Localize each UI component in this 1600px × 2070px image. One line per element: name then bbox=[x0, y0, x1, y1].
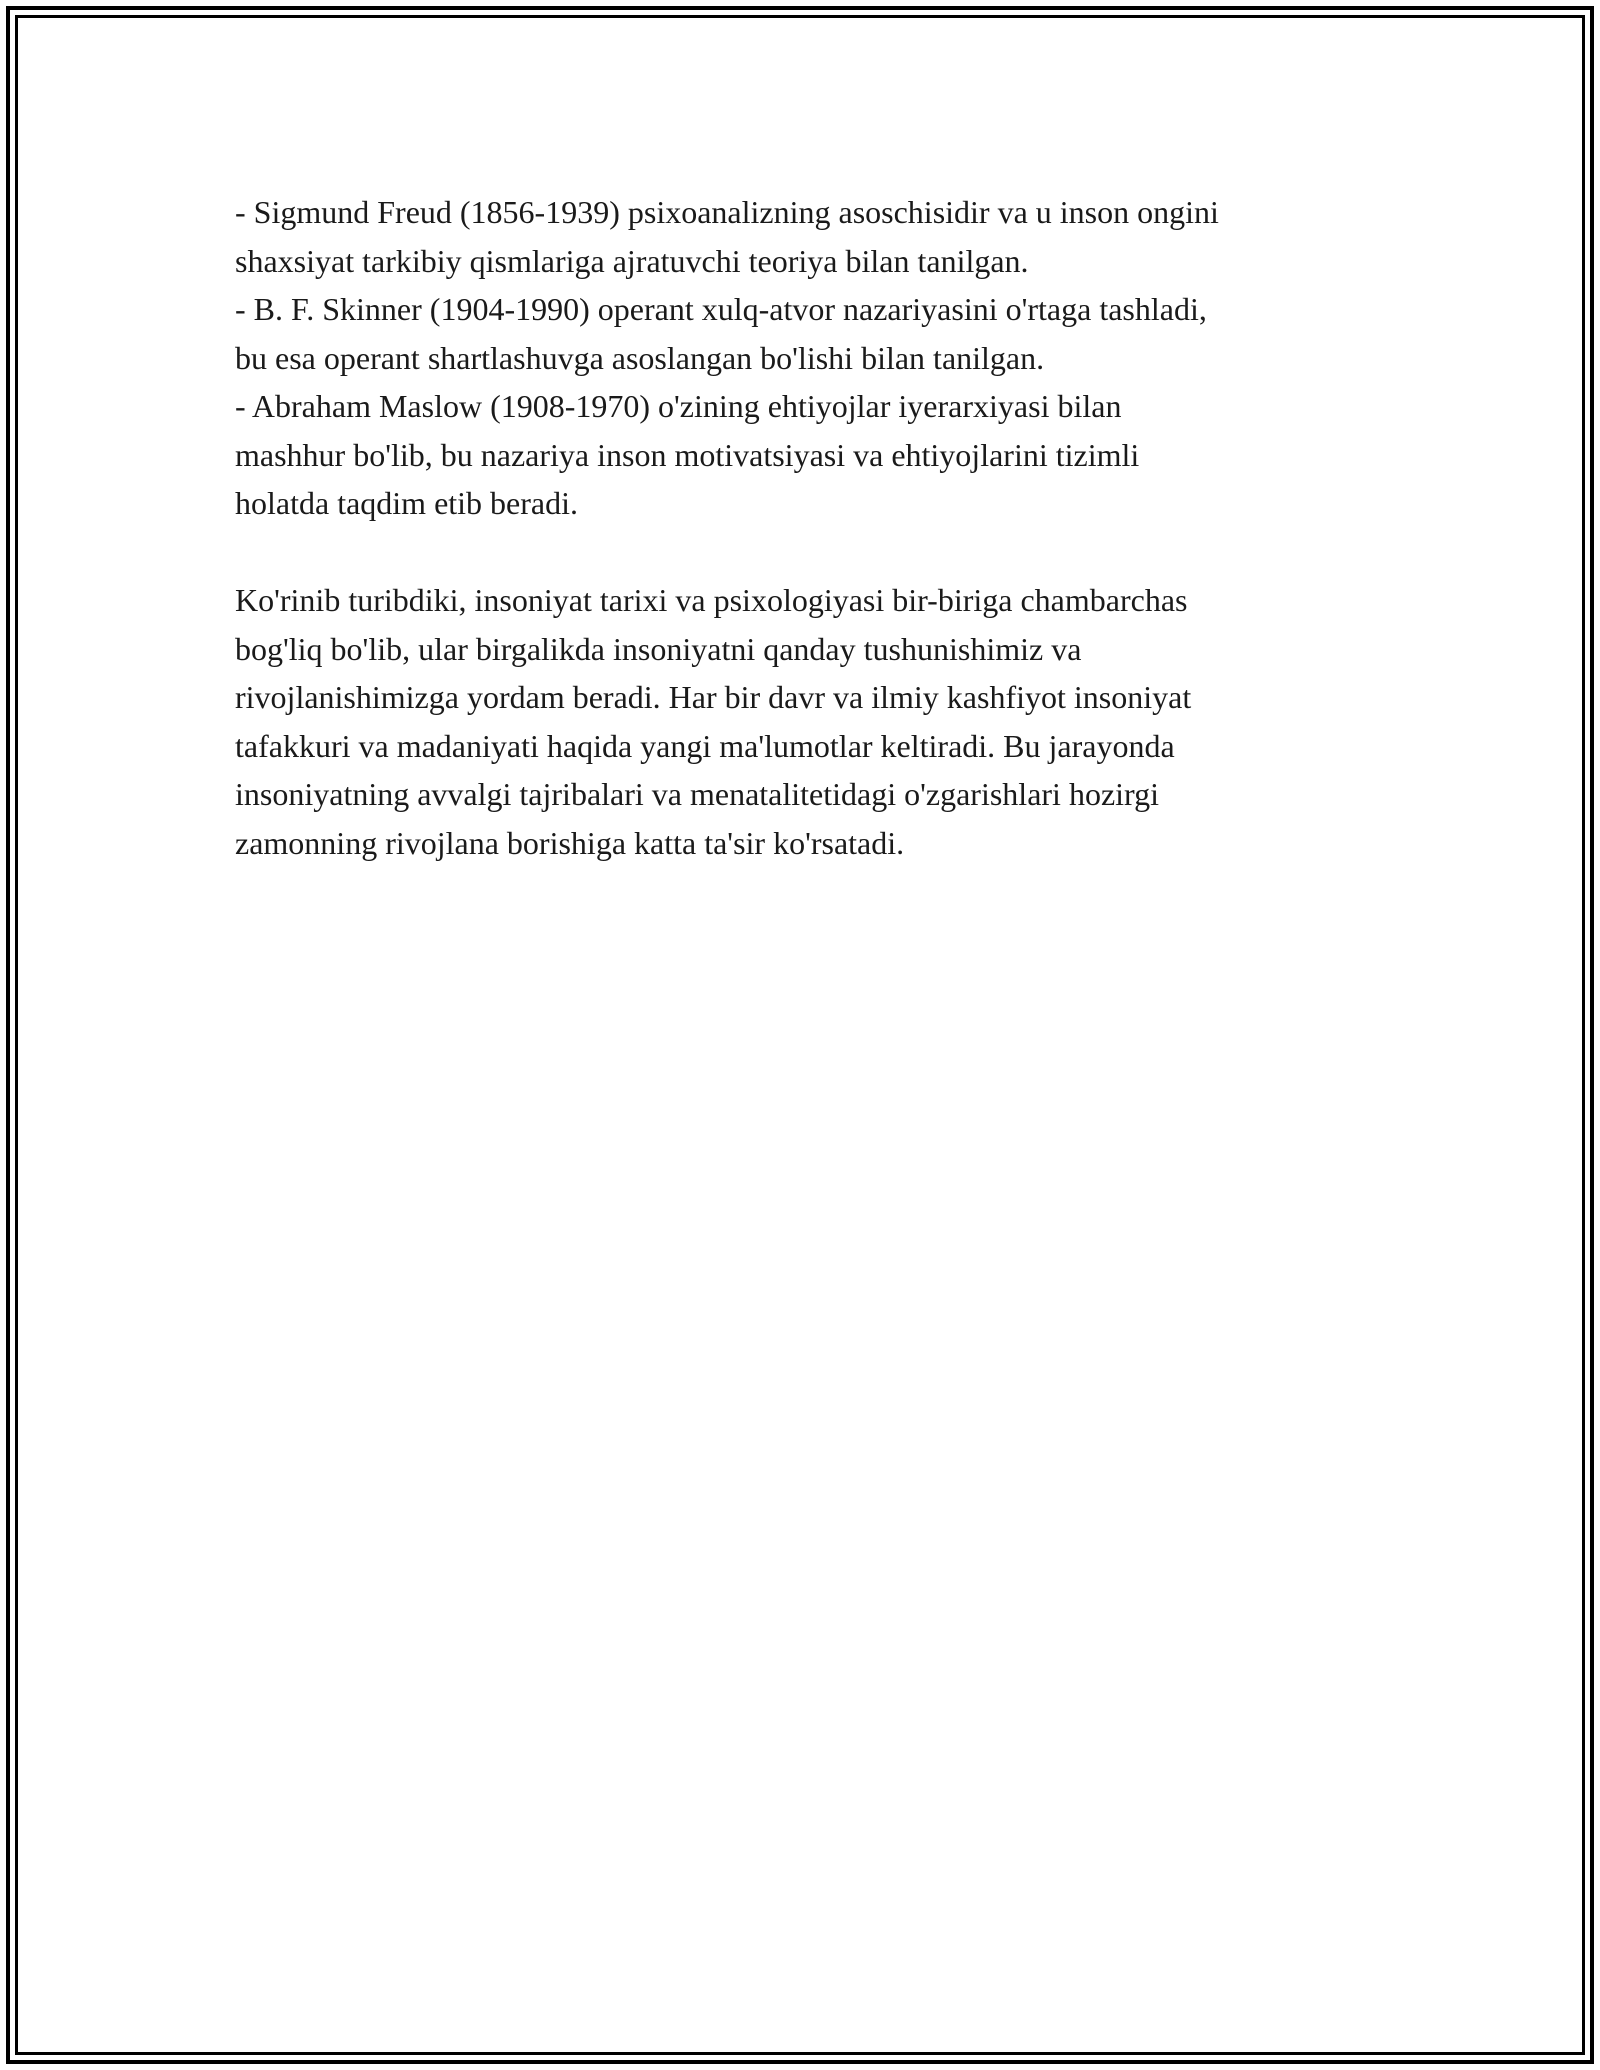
document-body bbox=[235, 188, 1385, 867]
text-line: holatda taqdim etib beradi. bbox=[235, 485, 578, 521]
text-line: - Sigmund Freud (1856-1939) psixoanalizning asoschisidir va u inson ongini bbox=[235, 194, 1219, 230]
text-line: bu esa operant shartlashuvga asoslangan bo'lishi bilan tanilgan. bbox=[235, 339, 1045, 376]
paragraph-spacer bbox=[235, 528, 1385, 577]
text-line: - B. F. Skinner (1904-1990) operant xulq-atvor nazariyasini o'rtaga tashladi, bbox=[235, 291, 1207, 327]
conclusion-paragraph bbox=[235, 576, 1385, 867]
text-line: shaxsiyat tarkibiy qismlariga ajratuvchi teoriya bilan tanilgan. bbox=[235, 242, 1029, 279]
text-line: insoniyatning avvalgi tajribalari va menatalitetidagi o'zgarishlari hozirgi bbox=[235, 776, 1159, 812]
text-line: - Abraham Maslow (1908-1970) o'zining ehtiyojlar iyerarxiyasi bilan bbox=[235, 388, 1122, 424]
list-item-maslow bbox=[235, 382, 1385, 528]
text-line: rivojlanishimizga yordam beradi. Har bir davr va ilmiy kashfiyot insoniyat bbox=[235, 679, 1192, 715]
psychologists-list bbox=[235, 188, 1385, 528]
list-item-skinner bbox=[235, 285, 1385, 382]
text-line: zamonning rivojlana borishiga katta ta'sir ko'rsatadi. bbox=[235, 824, 905, 861]
text-line: mashhur bo'lib, bu nazariya inson motivatsiyasi va ehtiyojlarini tizimli bbox=[235, 436, 1140, 473]
text-line: tafakkuri va madaniyati haqida yangi ma'lumotlar keltiradi. Bu jarayonda bbox=[235, 727, 1175, 764]
list-item-freud bbox=[235, 188, 1385, 285]
text-line: bog'liq bo'lib, ular birgalikda insoniyatni qanday tushunishimiz va bbox=[235, 630, 1082, 667]
text-line: Ko'rinib turibdiki, insoniyat tarixi va psixologiyasi bir-biriga chambarchas bbox=[235, 582, 1188, 618]
